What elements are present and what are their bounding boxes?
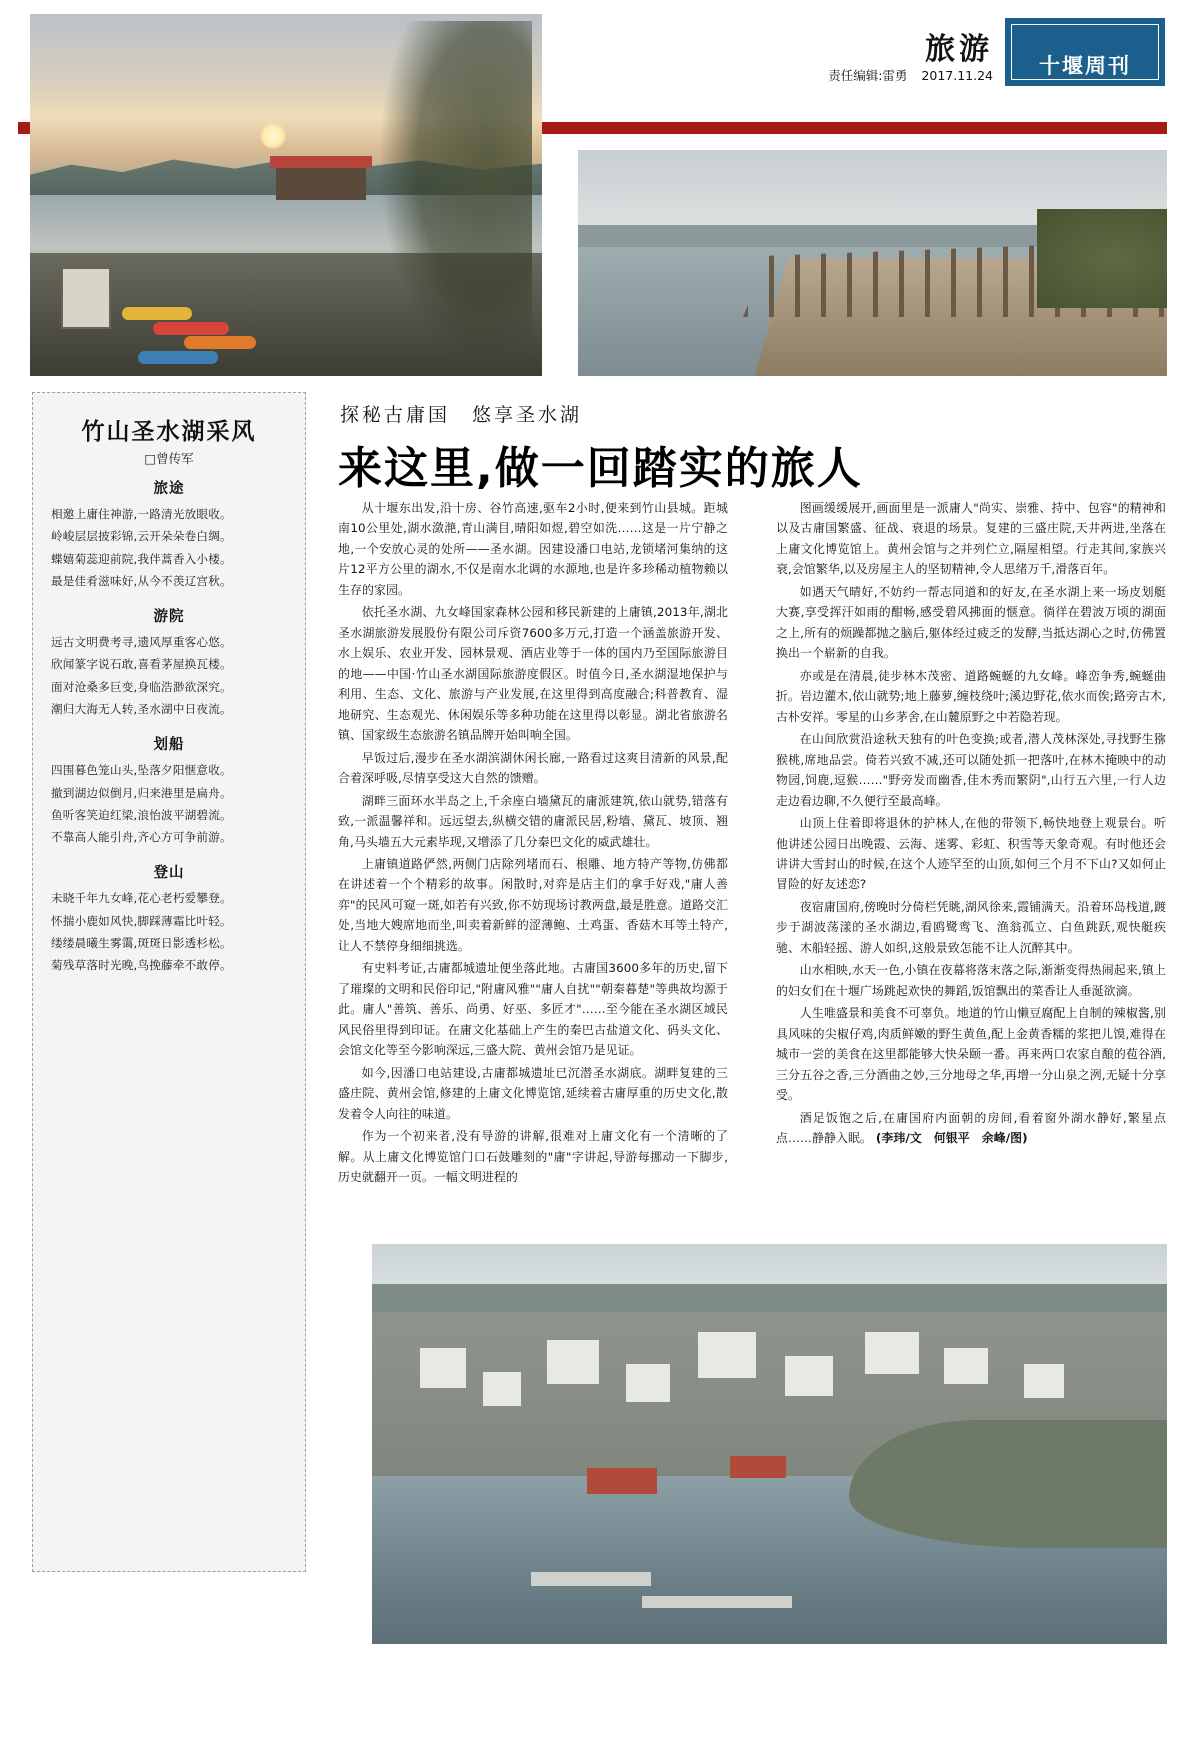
paragraph: 作为一个初来者,没有导游的讲解,很难对上庸文化有一个清晰的了解。从上庸文化博览馆门口石鼓雕刻的"庸"字讲起,导游每挪动一下脚步,历史就翻开一页。一幅文明进程的: [338, 1129, 728, 1184]
poem-line: 岭峻层层披彩锦,云开朵朵卷白绸。: [51, 529, 232, 544]
masthead-credit: [818, 66, 993, 84]
poem-line: 不靠高人能引舟,齐心方可争前游。: [51, 830, 232, 845]
sidebar-poem-box: [32, 392, 306, 1572]
photo-lake-sunset: [30, 14, 542, 376]
paragraph: 依托圣水湖、九女峰国家森林公园和移民新建的上庸镇,2013年,湖北圣水湖旅游发展股份有限公司斥资7600多万元,打造一个涵盖旅游开发、水上娱乐、农业开发、园林景观、酒店业等于一体的国内乃至国际旅游目的地——中国·竹山圣水湖国际旅游度假区。时值今日,圣水湖湿地保护与利用、生态、文化、旅游与产业发展,在这里得到高度融合;科普教育、湿地研究、生态观光、休闲娱乐等多种功能在这里得以彰显。湖北省旅游名镇、国家级生态旅游名镇品牌开始叫响全国。: [338, 605, 728, 743]
page-title: 旅游: [925, 32, 993, 67]
poem-heading-4: 登山: [153, 865, 185, 882]
badge-label: 十堰周刊: [1039, 54, 1131, 78]
paragraph: 山顶上住着即将退休的护林人,在他的带领下,畅快地登上观景台。听他讲述公园日出晚霞、云海、迷雾、彩虹、积雪等天象奇观。有时他还会讲讲大雪封山的时候,在这个人迹罕至的山顶,如何三个月不下山?又如何止冒险的好友述恋?: [776, 816, 1166, 892]
paragraph: 如遇天气晴好,不妨约一帮志同道和的好友,在圣水湖上来一场皮划艇大赛,享受挥汗如雨的酣畅,感受碧风拂面的惬意。徜徉在碧波万顷的湖面之上,所有的烦躁都抛之脑后,躯体经过疲乏的发酵,当抵达湖心之时,仿佛置换出一个崭新的自我。: [776, 584, 1166, 661]
poem-section-1: [51, 477, 287, 591]
paragraph: 如今,因潘口电站建设,古庸都城遗址已沉潜圣水湖底。湖畔复建的三盛庄院、黄州会馆,修建的上庸文化博览馆,延续着古庸厚重的历史文化,散发着令人向往的味道。: [338, 1065, 728, 1121]
poem-section-4: [51, 861, 287, 975]
paragraph: 在山间欣赏沿途秋天独有的叶色变换;或者,潜人茂林深处,寻找野生猕猴桃,席地品尝。倚若兴致不减,还可以随处抓一把落叶,在林木掩映中的动物园,饲鹿,逗猴……"野旁发而幽香,佳木秀而繁阴",山行五六里,一行人边走边看边聊,不久便行至最高峰。: [776, 732, 1166, 808]
poem-line: 撤到湖边似倒月,归来港里是扁舟。: [51, 785, 232, 800]
poem-line: 潮归大海无人转,圣水湖中日夜流。: [51, 701, 232, 716]
sidebar-author: □曾传军: [144, 451, 194, 466]
poem-line: 未晓千年九女峰,花心老朽爱攀登。: [51, 891, 232, 906]
paragraph: 图画缓缓展开,画面里是一派庸人"尚实、崇雅、持中、包容"的精神和以及古庸国繁盛、征战、衰退的场景。复建的三盛庄院,天井两进,坐落在上庸文化博览馆上。黄州会馆与之并列伫立,隔屋相望。行走其间,家族兴衰,会馆繁华,以及房屋主人的坚韧精神,令人思绪万千,滑落百年。: [776, 501, 1166, 577]
poem-heading-3: 划船: [153, 737, 185, 754]
publication-badge: [1005, 18, 1165, 86]
paragraph: 从十堰东出发,沿十房、谷竹高速,驱车2小时,便来到竹山县城。距城南10公里处,湖水潋滟,青山满目,晴阳如煜,碧空如洗……这是一片宁静之地,一个安放心灵的处所——圣水湖。因建设潘口电站,龙锁堵河集纳的这片12平方公里的湖水,不仅是南水北调的水源地,也是许多珍稀动植物赖以生存的家园。: [338, 501, 728, 597]
paragraph: 早饭过后,漫步在圣水湖滨湖休闲长廊,一路看过这爽目清新的风景,配合着深呼吸,尽情享受这大自然的馈赠。: [338, 750, 728, 786]
article-kicker: 探秘古庸国 悠享圣水湖: [340, 404, 583, 426]
poem-line: 缕缕晨曦生雾霭,斑斑日影透杉松。: [51, 935, 232, 950]
article-headline: 来这里,做一回踏实的旅人: [338, 443, 863, 494]
poem-line: 菊残草落时光晚,鸟挽藤牵不敢停。: [51, 958, 232, 973]
poem-line: 怀揣小鹿如风快,脚踩薄霜比叶轻。: [51, 913, 232, 928]
article-column-right: [776, 498, 1166, 1151]
photo-aerial-town-lake: [372, 1244, 1167, 1644]
poem-line: 面对沧桑多巨变,身临浩渺欲深究。: [51, 679, 232, 694]
poem-line: 蝶嬉菊蕊迎前院,我伴蒿香入小楼。: [51, 551, 232, 566]
poem-line: 四围暮色笼山头,坠落夕阳惬意收。: [51, 763, 232, 778]
poem-heading-1: 旅途: [153, 481, 185, 497]
article-byline: (李玮/文 何银平 余峰/图): [875, 1131, 1028, 1146]
sidebar-title: 竹山圣水湖采风: [81, 419, 257, 445]
poem-line: 相邀上庸住神游,一路清光放眼收。: [51, 507, 232, 521]
publish-date: 2017.11.24: [921, 68, 993, 83]
divider-rule-right: [618, 122, 1167, 131]
masthead: [790, 18, 1165, 86]
sidebar-body: [51, 477, 287, 990]
last-paragraph-text: 酒足饭饱之后,在庸国府内面朝的房间,看着窗外湖水静好,繁星点点……静静入眠。: [776, 1110, 1166, 1146]
editor-label: 责任编辑:雷勇: [828, 68, 908, 83]
paragraph: 上庸镇道路俨然,两侧门店除列堵而石、根雕、地方特产等物,仿佛都在讲述着一个个精彩的故事。闲散时,对弈是店主们的拿手好戏,"庸人善弈"的民风可窥一斑,如若有兴致,你不妨现场讨教两盘,最是胜意。道路交汇处,当地大嫂席地而坐,叫卖着新鲜的涩薄鲍、土鸡蛋、香菇木耳等土特产,让人不禁停身细细挑选。: [338, 856, 728, 953]
poem-line: 最是佳肴滋味好,从今不羡辽宫秋。: [51, 573, 232, 588]
paragraph: 湖畔三面环水半岛之上,千余座白墙黛瓦的庸派建筑,依山就势,错落有致,一派温馨祥和。远远望去,纵横交错的庸派民居,粉墙、黛瓦、坡顶、翘角,马头墙五大元素毕现,又增添了几分秦巴文化的威武雄壮。: [338, 793, 728, 849]
paragraph: 山水相映,水天一色,小镇在夜幕将落末落之际,渐渐变得热闹起来,镇上的妇女们在十堰广场跳起欢快的舞蹈,饭馆飘出的菜香让人垂涎欲滴。: [776, 963, 1166, 998]
poem-section-2: [51, 605, 287, 719]
poem-line: 欣闻篆字说石敢,喜看茅屋换瓦楼。: [51, 657, 232, 672]
poem-heading-2: 游院: [153, 609, 185, 626]
paragraph: 有史料考证,古庸都城遗址便坐落此地。古庸国3600多年的历史,留下了璀璨的文明和民俗印记,"附庸风雅""庸人自扰""朝秦暮楚"等典故均源于此。庸人"善筑、善乐、尚勇、好巫、多匠才"……至今能在圣水湖区域民风民俗里得到印证。在庸文化基础上产生的秦巴古盐道文化、码头文化、会馆文化等至今影响深远,三盛大院、黄州会馆乃是见证。: [338, 961, 728, 1058]
paragraph: 亦或是在清晨,徒步林木茂密、道路蜿蜒的九女峰。峰峦争秀,蜿蜒曲折。岩边灌木,依山就势;地上藤萝,缠枝绕叶;溪边野花,依水而俟;路旁古木,古朴安祥。零星的山乡茅舍,在山麓原野之中若隐若现。: [776, 668, 1166, 724]
photo-lakeside-boardwalk: [578, 150, 1167, 376]
poem-line: 鱼听客笑迫红梁,浪怡波平湖碧流。: [51, 807, 232, 822]
article-column-left: [338, 498, 728, 1189]
paragraph: [776, 1108, 1166, 1149]
paragraph: 人生唯盛景和美食不可辜负。地道的竹山懒豆腐配上自制的辣椒酱,别具风味的尖椒仔鸡,肉质鲜嫩的野生黄鱼,配上金黄香糯的浆把儿馍,难得在城市一尝的美食在这里都能够大快朵颐一番。再来两口农家自酿的苞谷酒,三分五谷之香,三分酒曲之妙,三分地母之华,再增一分山泉之洌,无疑十分享受。: [776, 1006, 1166, 1103]
paragraph: 夜宿庸国府,傍晚时分倚栏凭眺,湖风徐来,霞铺满天。沿着环岛栈道,踱步于湖波荡漾的圣水湖边,看鸥鹭鸾飞、渔翁孤立、白鱼跳跃,观快艇疾驰、木船轻摇、游人如织,这般景致怎能不让人沉醉其中。: [776, 899, 1166, 955]
poem-section-3: [51, 733, 287, 847]
poem-line: 远古文明费考寻,遗风厚重客心悠。: [51, 635, 232, 650]
